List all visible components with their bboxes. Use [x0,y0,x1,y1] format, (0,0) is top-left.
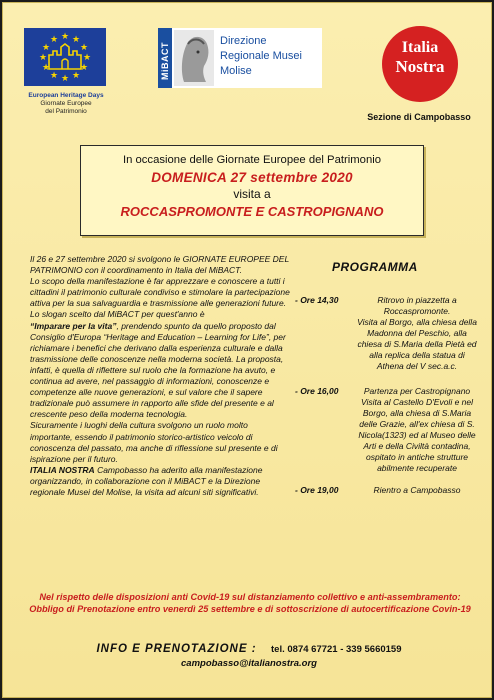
info-line [2,639,494,657]
programma-time: - Ore 16,00 [295,386,339,396]
logo-header [2,2,494,137]
eu-star-icon: ★ [83,52,92,62]
mibact-bar-label: MiBACT [160,42,170,80]
eu-star-icon: ★ [50,70,59,81]
eu-star-icon: ★ [72,33,81,44]
eu-star-icon: ★ [72,70,81,81]
event-banner [80,145,424,236]
description-paragraph: Sicuramente i luoghi della cultura svolgono un ruolo molto importante, essendo il patrimonio storico-artistico veicolo di conoscenza del passato, ma anche di riflessione sul presente e di ispirazione per il futuro. [30,420,278,464]
description-paragraph: ITALIA NOSTRA Campobasso ha aderito alla manifestazione organizzando, in collaborazione con il MiBACT e la Direzione regionale Musei del Molise, la visita ad alcuni siti significativi. [30,464,263,497]
programma-first-line: Partenza per Castropignano [363,386,471,396]
programma-description [357,485,477,496]
ehd-caption [16,92,116,116]
ehd-english: European Heritage Days [28,92,104,99]
castle-icon [47,43,83,71]
email-address[interactable]: campobasso@italianostra.org [181,658,317,669]
eu-star-icon: ★ [80,62,89,73]
programma-description [357,295,477,372]
banner-places: ROCCASPROMONTE E CASTROPIGNANO [120,204,384,219]
programma-detail: Visita al Borgo, alla chiesa della Madonna del Peschio, alla chiesa di S.Maria della Pietà ed alla replica della statua di Athena del V sec.a.c. [357,317,477,371]
banner-date: DOMENICA 27 settembre 2020 [151,170,353,185]
info-label: INFO E PRENOTAZIONE : [96,643,257,655]
description-paragraph: Lo scopo della manifestazione è far apprezzare e conoscere a tutti i cittadini il patrimonio culturale condiviso e stimolare la partecipazione attiva per la sua salvaguardia e trasmissione alle generazioni future. [30,276,290,309]
mibact-logo [158,28,322,88]
eu-star-icon: ★ [41,41,51,52]
programma-title: PROGRAMMA [332,260,418,274]
description-paragraph: Lo slogan scelto dal MiBACT per quest'anno è [30,309,205,320]
eu-star-icon: ★ [39,52,48,62]
slogan: “Imparare per la vita” [30,320,117,331]
italia-nostra-name: ITALIA NOSTRA [30,464,95,475]
programma-first-line: Rientro a Campobasso [373,485,461,495]
sezione-label: Sezione di Campobasso [367,112,471,122]
programma-time: - Ore 14,30 [295,295,339,305]
eu-star-icon: ★ [80,41,89,52]
programma-description [357,386,477,474]
european-heritage-days-logo [24,28,106,86]
programma-detail: Visita al Castello D'Evoli e nel Borgo, alla chiesa di S.Maria delle Grazie, all'ex chiesa di S. Nicola(1323) ed al Museo delle Arti e della Civiltà contadina, ospitato in antiche strutture abilmente recuperate [358,397,476,473]
statue-head-icon [174,30,214,86]
mibact-text [220,34,302,79]
italia-nostra-line-2: Nostra [395,57,445,76]
ehd-italian-1: Giornate Europee [40,100,92,107]
mibact-line-1: Direzione [220,35,267,47]
description-paragraph: “Imparare per la vita”, prendendo spunto da quello proposto dal Consiglio d'Europa “Heritage and Education – Learning for Life”, per richiamare i benefici che derivano dalla esperienza culturale e dalla trasmissione delle conoscenze nella moderna società. La proposta, infatti, è quella di riflettere sul ruolo che la formazione ha avuto, e continua ad avere, nel passaggio di informazioni, conoscenze e competenze alle nuove generazioni, e sul valore che il sapere tradizionale può assumere in rapporto alle sfide del presente e al crescente peso della moderna tecnologia. [30,320,286,420]
programma-first-line: Ritrovo in piazzetta a Roccaspromonte. [377,295,457,316]
mibact-line-3: Molise [220,65,252,77]
phone-numbers: tel. 0874 67721 - 339 5660159 [271,644,402,655]
eu-star-icon: ★ [61,72,70,83]
programma-time: - Ore 19,00 [295,485,339,495]
eu-star-icon: ★ [50,33,59,44]
description-paragraph: Il 26 e 27 settembre 2020 si svolgono le GIORNATE EUROPEE DEL PATRIMONIO con il coordinamento in Italia del MiBACT. [30,254,290,276]
banner-visit: visita a [233,187,271,201]
mibact-line-2: Regionale Musei [220,50,302,62]
mibact-bar [158,28,172,88]
description-text [30,254,292,498]
eu-star-icon: ★ [61,31,70,42]
ehd-italian-2: del Patrimonio [45,108,87,115]
italia-nostra-line-1: Italia [401,39,439,56]
italia-nostra-logo [382,26,458,102]
banner-occasion: In occasione delle Giornate Europee del Patrimonio [122,154,382,166]
covid-notice: Nel rispetto delle disposizioni anti Covid-19 sul distanziamento collettivo e anti-assembramento: Obbligo di Prenotazione entro venerdì 25 settembre e di sottoscrizione di autocertificazione Covin-19 [29,592,471,614]
eu-star-icon: ★ [41,62,51,73]
